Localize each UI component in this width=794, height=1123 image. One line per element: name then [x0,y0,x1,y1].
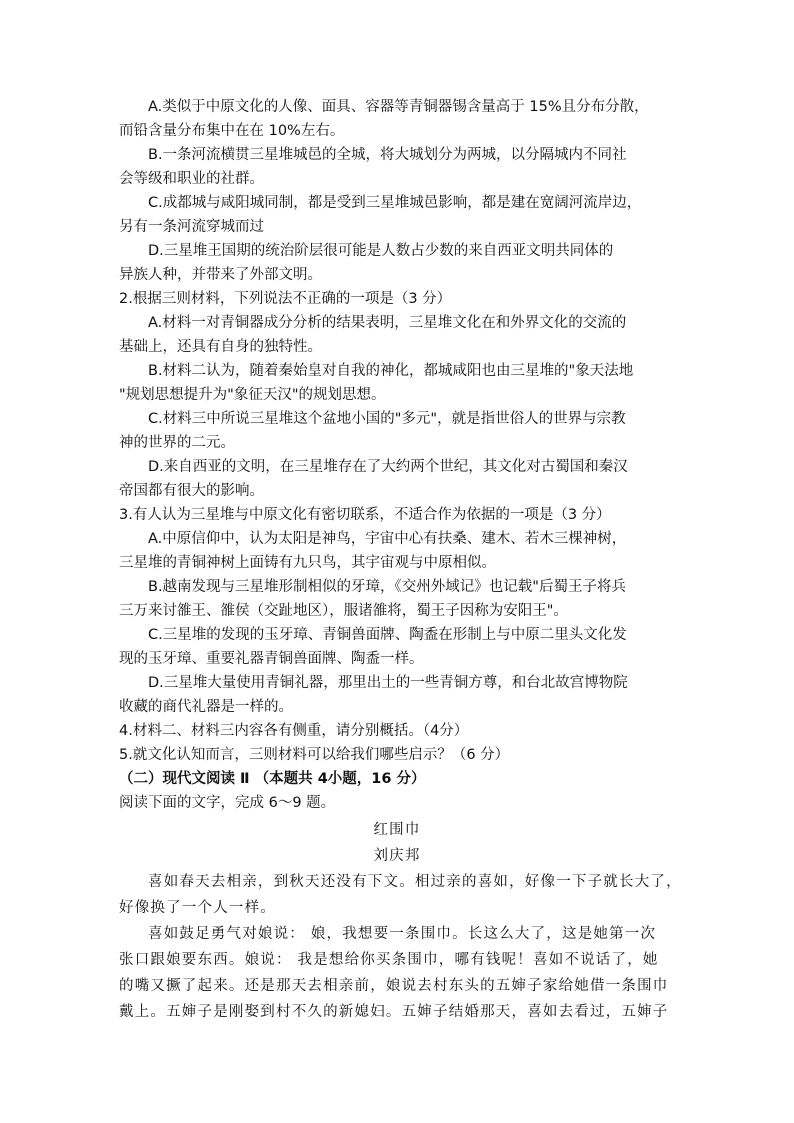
story-para-1-line-1: 喜如春天去相亲，到秋天还没有下文。相过亲的喜如，好像一下子就长大了， [148,874,682,890]
option-d-line-1: D.三星堆王国期的统治阶层很可能是人数占少数的来自西亚文明共同体的 [148,243,614,259]
option-d-line-2: 异族人种，并带来了外部文明。 [119,267,322,283]
story-title: 红围巾 [373,822,421,838]
option-b-line-2: 会等级和职业的社群。 [119,171,264,187]
section-heading: （二）现代文阅读 Ⅱ （本题共 4小题，16 分） [119,771,426,787]
story-para-2-line-2: 张口跟娘要东西。娘说： 我是想给你买条围巾，哪有钱呢！喜如不说话了，她 [119,952,659,968]
story-para-2-line-4: 戴上。五婶子是刚娶到村不久的新媳妇。五婶子结婚那天，喜如去看过，五婶子 [119,1004,669,1020]
q2-option-d-line-2: 帝国都有很大的影响。 [119,483,264,499]
reading-instruction: 阅读下面的文字，完成 6～9 题。 [119,795,336,811]
q2-option-c-line-1: C.材料三中所说三星堆这个盆地小国的"多元"，就是指世俗人的世界与宗教 [148,411,626,427]
q3-option-b-line-1: B.越南发现与三星堆形制相似的牙璋，《交州外域记》也记载"后蜀王子将兵 [148,579,626,595]
q2-option-a-line-1: A.材料一对青铜器成分分析的结果表明，三星堆文化在和外界文化的交流的 [148,315,627,331]
q2-option-c-line-2: 神的世界的二元。 [119,435,235,451]
story-para-1-line-2: 好像换了一个人一样。 [119,900,276,916]
q2-option-a-line-2: 基础上，还具有自身的独特性。 [119,339,322,355]
question-4: 4.材料二、材料三内容各有侧重，请分别概括。（4分） [119,723,469,739]
story-author: 刘庆邦 [373,848,421,864]
question-3: 3.有人认为三星堆与中原文化有密切联系，不适合作为依据的一项是（3 分） [119,507,611,523]
q3-option-c-line-2: 现的玉牙璋、重要礼器青铜兽面牌、陶盉一样。 [119,651,424,667]
q3-option-c-line-1: C.三星堆的发现的玉牙璋、青铜兽面牌、陶盉在形制上与中原二里头文化发 [148,627,627,643]
q3-option-b-line-2: 三万来讨雒王、雒侯（交趾地区），服诸雒将，蜀王子因称为安阳王"。 [119,603,568,619]
story-para-2-line-1: 喜如鼓足勇气对娘说： 娘，我想要一条围巾。长这么大了，这是她第一次 [148,926,657,942]
question-5: 5.就文化认知而言，三则材料可以给我们哪些启示？（6 分） [119,747,510,763]
q2-option-d-line-1: D.来自西亚的文明，在三星堆存在了大约两个世纪，其文化对古蜀国和秦汉 [148,459,628,475]
option-c-line-2: 另有一条河流穿城而过 [119,219,264,235]
option-b-line-1: B.一条河流横贯三星堆城邑的全城，将大城划分为两城，以分隔城内不同社 [148,147,627,163]
q3-option-a-line-2: 三星堆的青铜神树上面铸有九只鸟，其宇宙观与中原相似。 [119,555,496,571]
option-a-line-1: A.类似于中原文化的人像、面具、容器等青铜器锡含量高于 15%且分布分散， [148,99,649,115]
option-a-line-2: 而铅含量分布集中在在 10%左右。 [119,123,345,139]
option-c-line-1: C.成都城与咸阳城同制，都是受到三星堆城邑影响，都是建在宽阔河流岸边， [148,195,642,211]
question-2: 2.根据三则材料，下列说法不正确的一项是（3 分） [119,291,452,307]
q3-option-a-line-1: A.中原信仰中，认为太阳是神鸟，宇宙中心有扶桑、建木、若木三棵神树， [148,531,627,547]
q3-option-d-line-2: 收藏的商代礼器是一样的。 [119,699,293,715]
q3-option-d-line-1: D.三星堆大量使用青铜礼器，那里出土的一些青铜方尊，和台北故宫博物院 [148,675,628,691]
story-para-2-line-3: 的嘴又撅了起来。还是那天去相亲前，娘说去村东头的五婶子家给她借一条围巾 [119,978,669,994]
q2-option-b-line-1: B.材料二认为，随着秦始皇对自我的神化，都城咸阳也由三星堆的"象天法地 [148,363,634,379]
q2-option-b-line-2: "规划思想提升为"象征天汉"的规划思想。 [119,387,386,403]
